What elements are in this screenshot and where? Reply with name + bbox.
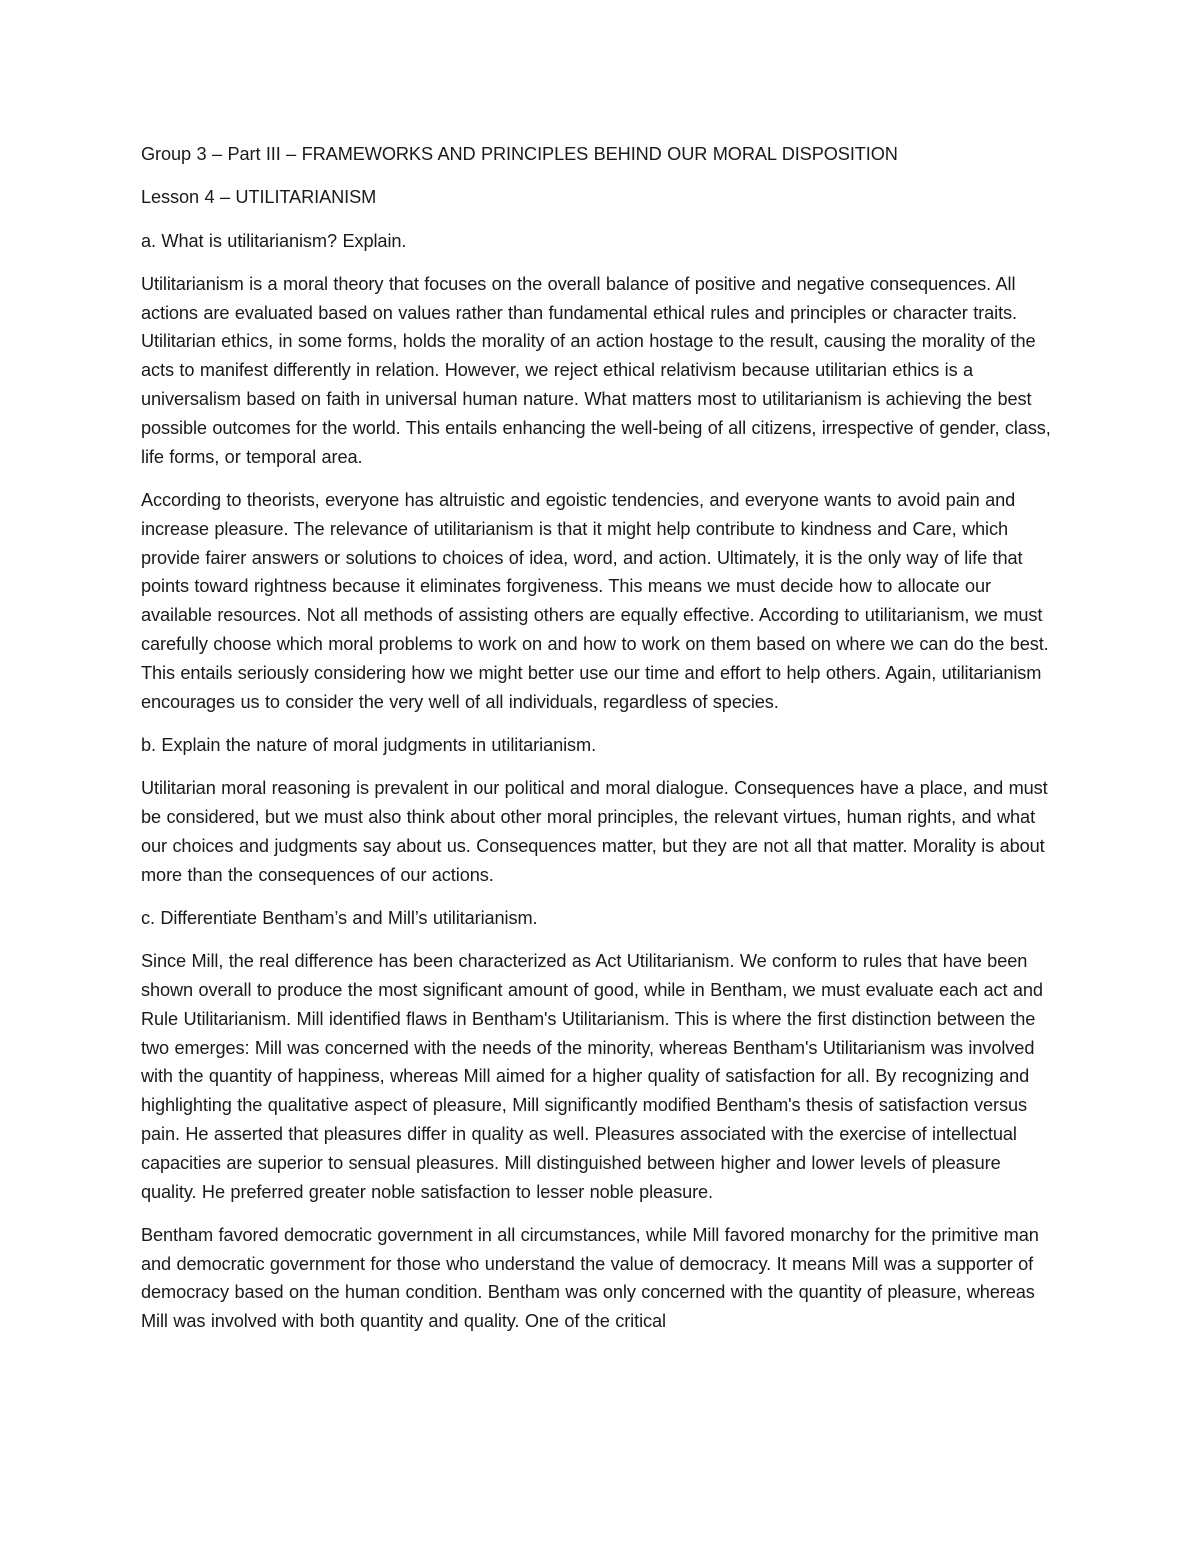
- answer-c-paragraph-2: Bentham favored democratic government in all circumstances, while Mill favored monarchy for the primitive man and democratic government for those who understand the value of democracy. It means Mill was a supporter of democracy based on the human condition. Bentham was only concerned with the quantity of pleasure, whereas Mill was involved with both quantity and quality. One of the critical: [141, 1224, 1039, 1332]
- lesson-heading: Lesson 4 – UTILITARIANISM: [141, 187, 377, 208]
- question-b: b. Explain the nature of moral judgments in utilitarianism.: [141, 734, 597, 755]
- question-c: c. Differentiate Bentham’s and Mill’s utilitarianism.: [141, 907, 538, 928]
- answer-a-paragraph-2: According to theorists, everyone has altruistic and egoistic tendencies, and everyone wants to avoid pain and increase pleasure. The relevance of utilitarianism is that it might help contribute to kindness and Care, which provide fairer answers or solutions to choices of idea, word, and action. Ultimately, it is the only way of life that points toward rightness because it eliminates forgiveness. This means we must decide how to allocate our available resources. Not all methods of assisting others are equally effective. According to utilitarianism, we must carefully choose which moral problems to work on and how to work on them based on where we can do the best. This entails seriously considering how we might better use our time and effort to help others. Again, utilitarianism encourages us to consider the very well of all individuals, regardless of species.: [141, 489, 1049, 712]
- answer-b-paragraph-1: Utilitarian moral reasoning is prevalent in our political and moral dialogue. Consequences have a place, and must be considered, but we must also think about other moral principles, the relevant virtues, human rights, and what our choices and judgments say about us. Consequences matter, but they are not all that matter. Morality is about more than the consequences of our actions.: [141, 778, 1048, 885]
- document-page: [141, 140, 1059, 1350]
- answer-c-paragraph-1: Since Mill, the real difference has been characterized as Act Utilitarianism. We conform to rules that have been shown overall to produce the most significant amount of good, while in Bentham, we must evaluate each act and Rule Utilitarianism. Mill identified flaws in Bentham's Utilitarianism. This is where the first distinction between the two emerges: Mill was concerned with the needs of the minority, whereas Bentham's Utilitarianism was involved with the quantity of happiness, whereas Mill aimed for a higher quality of satisfaction for all. By recognizing and highlighting the qualitative aspect of pleasure, Mill significantly modified Bentham's thesis of satisfaction versus pain. He asserted that pleasures differ in quality as well. Pleasures associated with the exercise of intellectual capacities are superior to sensual pleasures. Mill distinguished between higher and lower levels of pleasure quality. He preferred greater noble satisfaction to lesser noble pleasure.: [141, 951, 1043, 1202]
- group-heading: Group 3 – Part III – FRAMEWORKS AND PRINCIPLES BEHIND OUR MORAL DISPOSITION: [141, 144, 898, 164]
- question-a: a. What is utilitarianism? Explain.: [141, 230, 407, 251]
- answer-a-paragraph-1: Utilitarianism is a moral theory that focuses on the overall balance of positive and negative consequences. All actions are evaluated based on values rather than fundamental ethical rules and principles or character traits. Utilitarian ethics, in some forms, holds the morality of an action hostage to the result, causing the morality of the acts to manifest differently in relation. However, we reject ethical relativism because utilitarian ethics is a universalism based on faith in universal human nature. What matters most to utilitarianism is achieving the best possible outcomes for the world. This entails enhancing the well-being of all citizens, irrespective of gender, class, life forms, or temporal area.: [141, 273, 1051, 467]
